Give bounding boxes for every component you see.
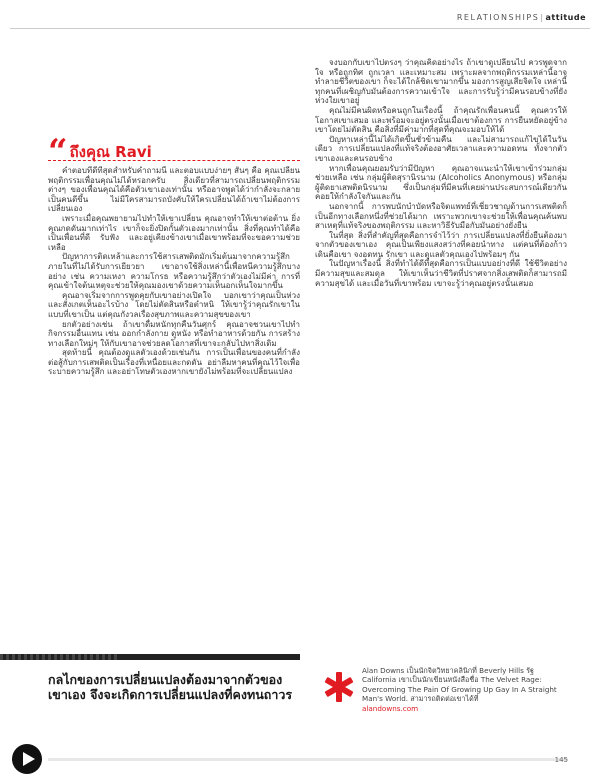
pullquote-divider bbox=[0, 654, 300, 660]
progress-track[interactable] bbox=[48, 758, 568, 761]
play-icon bbox=[12, 744, 42, 774]
pullquote-stripe bbox=[0, 654, 120, 660]
header-rule bbox=[10, 28, 590, 29]
paragraph: ปัญหาการติดเหล้าและการใช้สารเสพติดมักเริ่มต้นมาจากความรู้สึกภายในที่ไม่ได้รับการเยียวยา เขาอาจใช้สิ่งเหล่านี้เพื่อหนีความรู้สึกบางอย่าง เช่น ความเหงา ความโกรธ หรือความรู้สึกว่าตัวเองไม่มีค่า การที่คุณเข้าใจต้นเหตุจะช่วยให้คุณมองเขาด้วยความเห็นอกเห็นใจมากขึ้น bbox=[48, 252, 300, 291]
footnote-link[interactable]: alandowns.com bbox=[362, 703, 419, 713]
footnote-text: Alan Downs เป็นนักจิตวิทยาคลินิกที่ Beverly Hills รัฐ California เขาเป็นนักเขียนหนังสือชื่อ The Velvet Rage: Overcoming The Pain Of Growing Up Gay In A Straight Man's World. สามารถติดต่อเขาได้ที่ bbox=[362, 666, 557, 704]
header-separator: | bbox=[540, 13, 545, 22]
paragraph: ในปัญหาเรื่องนี้ สิ่งที่ทำได้ดีที่สุดคือการเป็นแบบอย่างที่ดี ใช้ชีวิตอย่างมีความสุขและสมดุล ให้เขาเห็นว่าชีวิตที่ปราศจากสิ่งเสพติดก็สามารถมีความสุขได้ และเมื่อวันที่เขาพร้อม เขาจะรู้ว่าคุณอยู่ตรงนั้นเสมอ bbox=[315, 259, 567, 288]
paragraph: ยกตัวอย่างเช่น ถ้าเขาดื่มหนักทุกคืนวันศุกร์ คุณอาจชวนเขาไปทำกิจกรรมอื่นแทน เช่น ออกกำลังกาย ดูหนัง หรือทำอาหารด้วยกัน การสร้างทางเลือกใหม่ๆ ให้กับเขาอาจช่วยลดโอกาสที่เขาจะกลับไปหาสิ่งเดิม bbox=[48, 319, 300, 348]
paragraph: นอกจากนี้ การพบนักบำบัดหรือจิตแพทย์ที่เชี่ยวชาญด้านการเสพติดก็เป็นอีกทางเลือกหนึ่งที่ช่วยได้มาก เพราะพวกเขาจะช่วยให้เพื่อนคุณค้นพบสาเหตุที่แท้จริงของพฤติกรรม และหาวิธีรับมือกับมันอย่างยั่งยืน bbox=[315, 201, 567, 231]
paragraph: สุดท้ายนี้ คุณต้องดูแลตัวเองด้วยเช่นกัน การเป็นเพื่อนของคนที่กำลังต่อสู้กับการเสพติดเป็นเรื่องที่เหนื่อยและกดดัน อย่าลืมหาคนที่คุณไว้ใจเพื่อระบายความรู้สึก และอย่าโทษตัวเองหากเขายังไม่พร้อมที่จะเปลี่ยนแปลง bbox=[48, 348, 300, 377]
subsection-label: attitude bbox=[545, 13, 586, 22]
running-head bbox=[457, 13, 586, 22]
paragraph: หากเพื่อนคุณยอมรับว่ามีปัญหา คุณอาจแนะนำให้เขาเข้าร่วมกลุ่มช่วยเหลือ เช่น กลุ่มผู้ติดสุรานิรนาม (Alcoholics Anonymous) หรือกลุ่มผู้ติดยาเสพติดนิรนาม ซึ่งเป็นกลุ่มที่มีคนที่เคยผ่านประสบการณ์เดียวกันคอยให้กำลังใจกันและกัน bbox=[315, 163, 567, 202]
pull-quote: กลไกของการเปลี่ยนแปลงต้องมาจากตัวของเขาเอง จึงจะเกิดการเปลี่ยนแปลงที่คงทนถาวร bbox=[48, 672, 293, 702]
play-button[interactable] bbox=[12, 744, 42, 774]
section-title-text: ถึงคุณ Ravi bbox=[69, 143, 152, 161]
paragraph: ปัญหาเหล่านี้ไม่ได้เกิดขึ้นชั่วข้ามคืน และไม่สามารถแก้ไขได้ในวันเดียว การเปลี่ยนแปลงที่แท้จริงต้องอาศัยเวลาและความอดทน ทั้งจากตัวเขาเองและคนรอบข้าง bbox=[315, 134, 567, 163]
paragraph: คำตอบที่ดีที่สุดสำหรับคำถามนี้ และตอบแบบง่ายๆ สั้นๆ คือ คุณเปลี่ยนพฤติกรรมเพื่อนคุณไม่ได้หรอกครับ สิ่งเดียวที่สามารถเปลี่ยนพฤติกรรมต่างๆ ของเพื่อนคุณได้คือตัวเขาเองเท่านั้น หรืออาจพูดได้ว่ากำลังจะกลายเป็นคนดีขึ้น ไม่มีใครสามารถบังคับให้ใครเปลี่ยนได้ถ้าเขาไม่ต้องการเปลี่ยนเอง bbox=[48, 166, 300, 214]
page-header bbox=[0, 0, 600, 34]
paragraph: จงบอกกับเขาไปตรงๆ ว่าคุณคิดอย่างไร ถ้าเขาดูเปลี่ยนไป ควรพูดจากใจ หรือถูกทิศ ถูกเวลา และเหมาะสม เพราะผลจากพฤติกรรมเหล่านี้อาจทำลายชีวิตของเขา ก็จะได้ใกล้ชิดเขามากขึ้น มองการสูญเสียจิตใจ เหล่านี้ทุกคนที่เผชิญกับมันต้องการความเข้าใจ และการรับรู้ว่ามีคนรอบข้างที่ยังห่วงใยเขาอยู่ bbox=[315, 58, 567, 106]
section-title bbox=[48, 132, 152, 172]
section-label: RELATIONSHIPS bbox=[456, 13, 540, 22]
paragraph: เพราะเมื่อคุณพยายามไปทำให้เขาเปลี่ยน คุณอาจทำให้เขาต่อต้าน ยิ่งคุณกดดันมากเท่าไร เขาก็จะยิ่งปิดกั้นตัวเองมากเท่านั้น สิ่งที่คุณทำได้คือเป็นเพื่อนที่ดี รับฟัง และอยู่เคียงข้างเขาเมื่อเขาพร้อมที่จะขอความช่วยเหลือ bbox=[48, 213, 300, 252]
author-footnote bbox=[362, 666, 567, 713]
quote-mark-icon: “ bbox=[48, 132, 68, 172]
right-column-text bbox=[315, 58, 567, 646]
page-number: 145 bbox=[554, 756, 568, 764]
left-column-text bbox=[48, 166, 300, 646]
paragraph: คุณไม่มีคนผิดหรือคนถูกในเรื่องนี้ ถ้าคุณรักเพื่อนคนนี้ คุณควรให้โอกาสเขาเสมอ และพร้อมจะอยู่ตรงนั้นเมื่อเขาต้องการ การยืนหยัดอยู่ข้างเขาโดยไม่ตัดสิน คือสิ่งที่มีค่ามากที่สุดที่คุณจะมอบให้ได้ bbox=[315, 105, 567, 135]
asterisk-icon bbox=[322, 670, 356, 704]
paragraph: ในที่สุด สิ่งที่สำคัญที่สุดคือการจำไว้ว่า การเปลี่ยนแปลงที่ยั่งยืนต้องมาจากตัวของเขาเอง คุณเป็นเพียงแสงสว่างที่คอยนำทาง แต่คนที่ต้องก้าวเดินคือเขา จงอดทน รักเขา และดูแลตัวคุณเองไปพร้อมๆ กัน bbox=[315, 230, 567, 259]
paragraph: คุณอาจเริ่มจากการพูดคุยกับเขาอย่างเปิดใจ บอกเขาว่าคุณเป็นห่วง และสังเกตเห็นอะไรบ้าง โดยไม่ตัดสินหรือตำหนิ ให้เขารู้ว่าคุณรักเขาในแบบที่เขาเป็น แต่คุณกังวลเรื่องสุขภาพและความสุขของเขา bbox=[48, 290, 300, 319]
media-player-bar bbox=[0, 740, 600, 780]
title-divider bbox=[48, 160, 300, 161]
